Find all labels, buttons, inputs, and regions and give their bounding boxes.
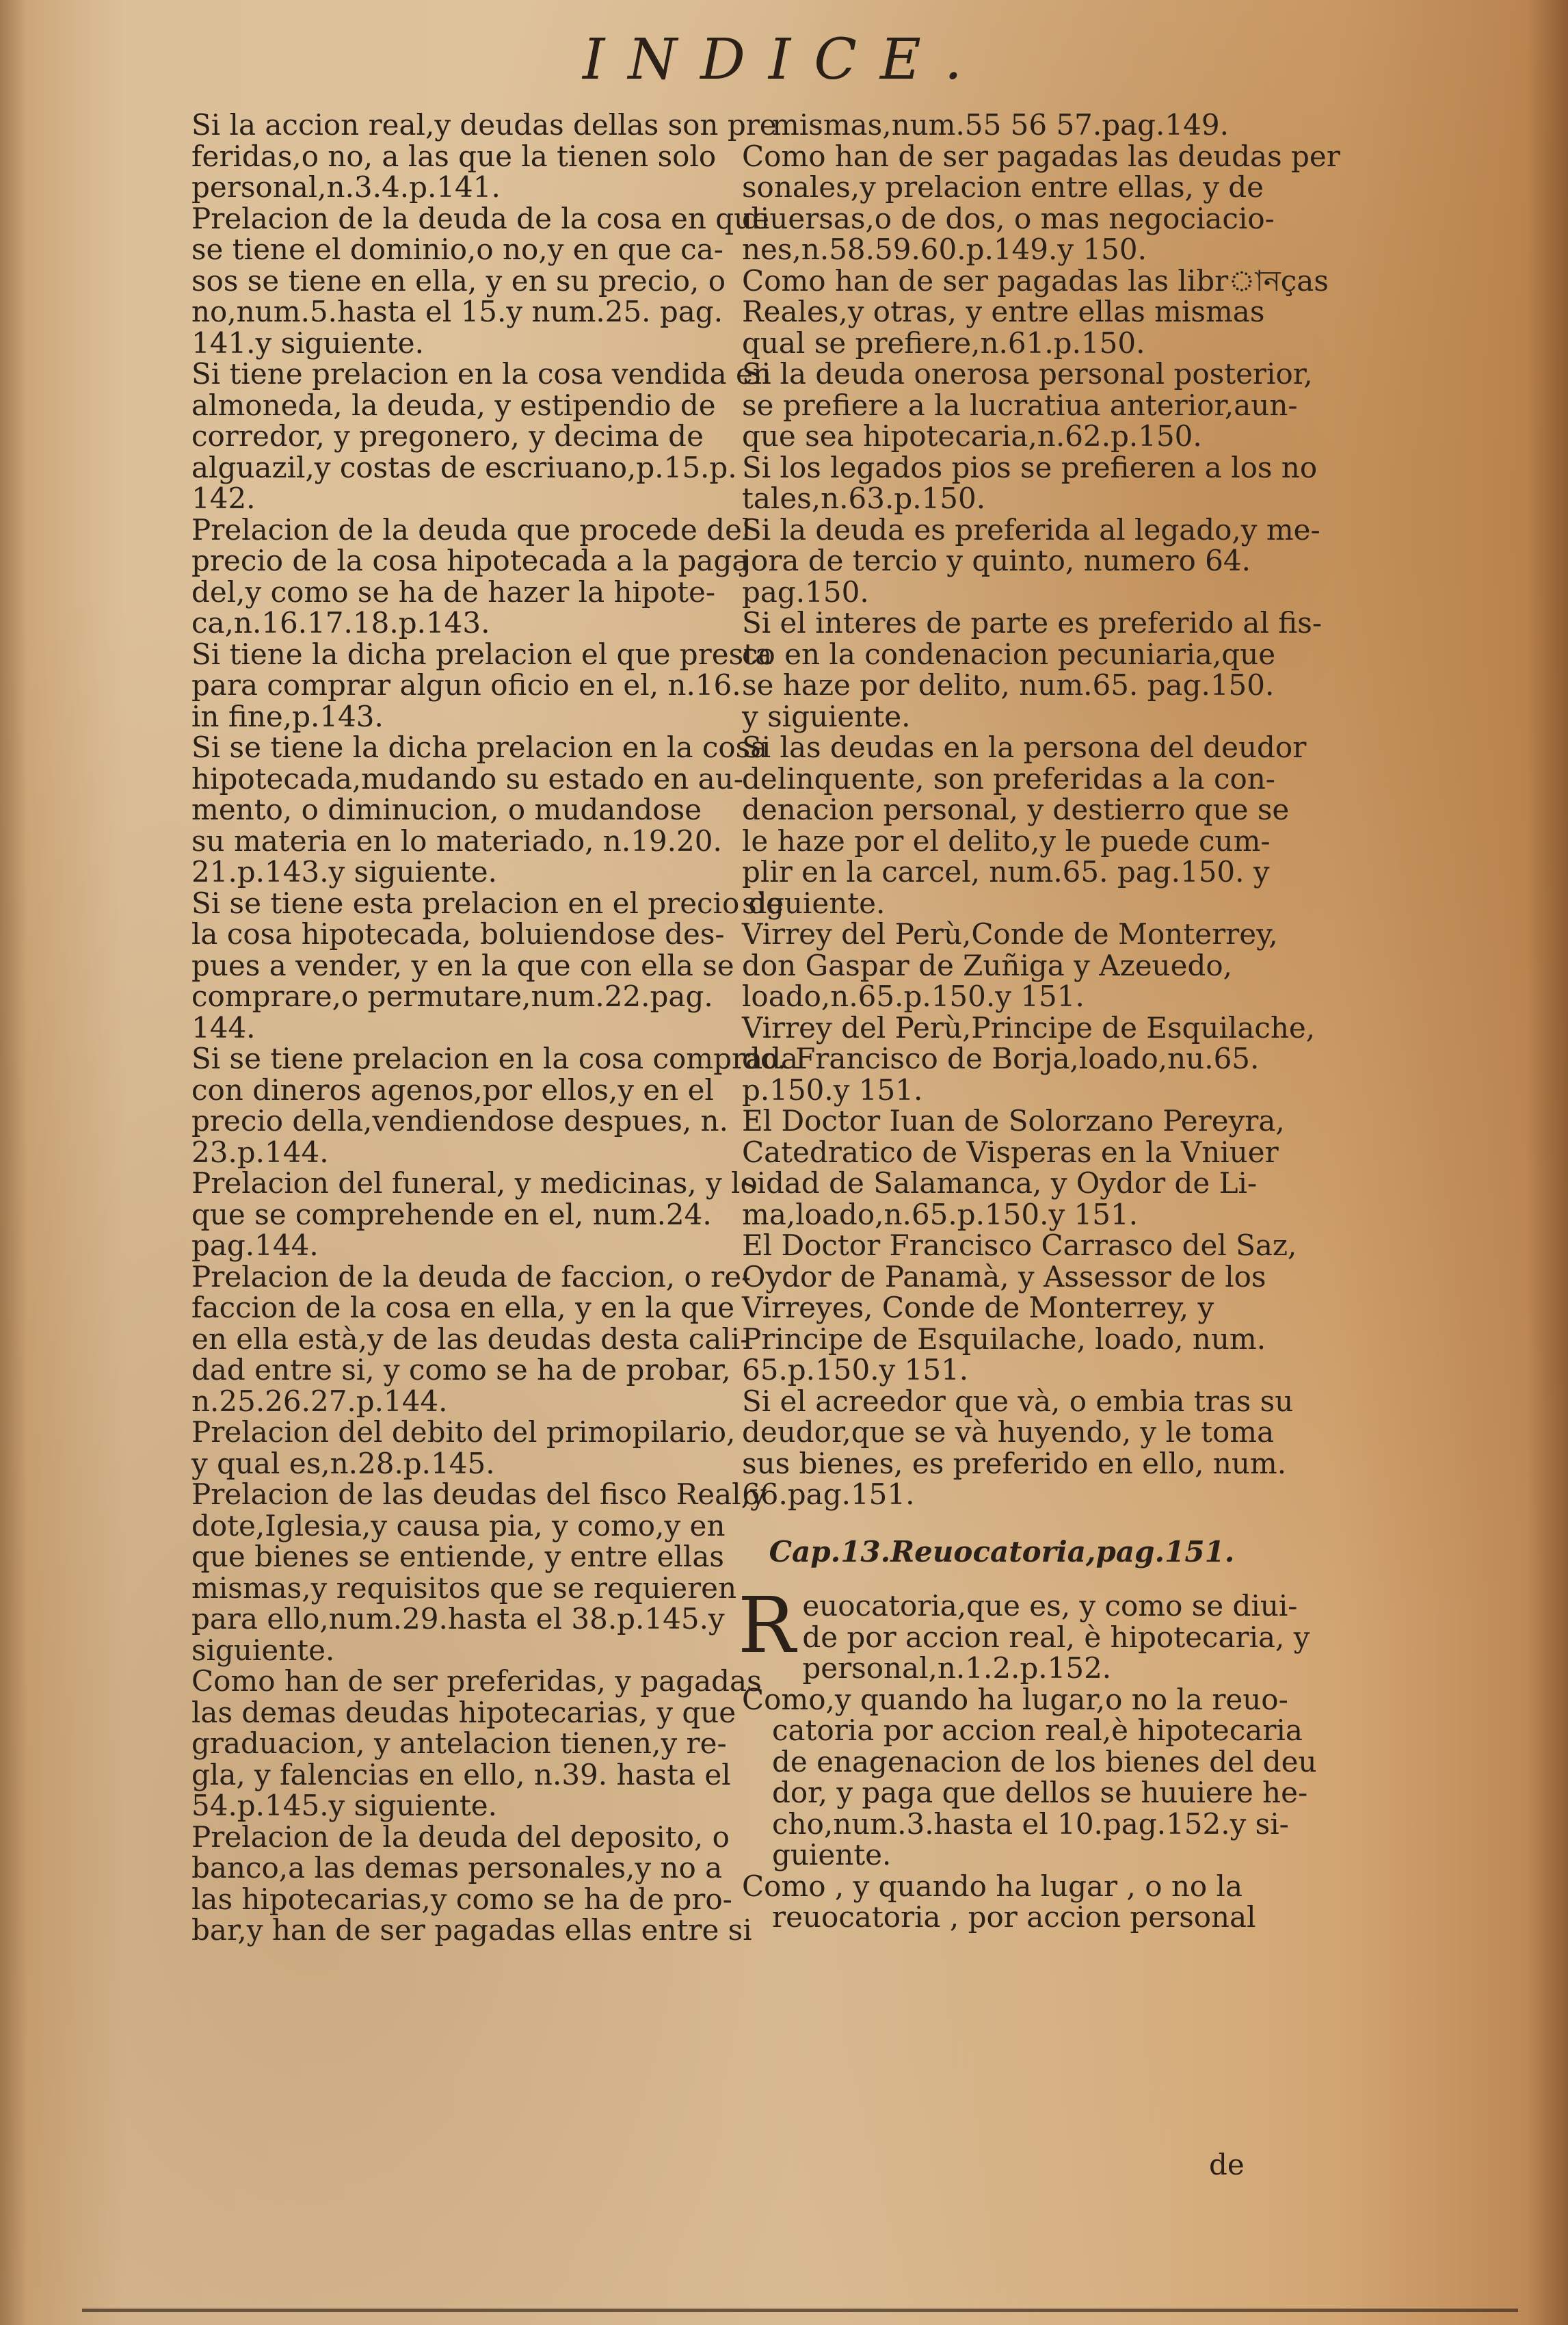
index-entry-line: Como han de ser preferidas, y pagadas	[191, 1664, 762, 1698]
index-entry	[742, 357, 1313, 453]
index-entry	[742, 1384, 1294, 1511]
index-entry-line: de enagenacion de los bienes del deu	[772, 1744, 1317, 1778]
index-entry-line: personal,n.3.4.p.141.	[191, 170, 501, 204]
index-entry	[742, 1229, 1297, 1387]
index-entry-line: Si las deudas en la persona del deudor	[742, 731, 1307, 764]
index-entry-line: Catedratico de Visperas en la Vniuer	[742, 1135, 1279, 1169]
index-entry-line: del,y como se ha de hazer la hipote-	[191, 575, 716, 609]
index-entry-line: Si se tiene la dicha prelacion en la cosa	[191, 731, 768, 764]
index-entry	[191, 201, 770, 360]
index-entry-line: personal,n.1.2.p.152.	[802, 1651, 1112, 1685]
page-gutter-shadow	[0, 0, 27, 2325]
index-entry-line: su materia en lo materiado, n.19.20.	[191, 824, 722, 858]
index-entry-line: jora de tercio y quinto, numero 64.	[742, 544, 1251, 577]
index-entry	[191, 512, 752, 640]
index-entry-line: almoneda, la deuda, y estipendio de	[191, 388, 716, 422]
index-entry-line: 21.p.143.y siguiente.	[191, 855, 497, 889]
index-entry-line: Prelacion del funeral, y medicinas, y lo	[191, 1166, 758, 1200]
index-entry	[742, 139, 1340, 266]
index-entry-line: Prelacion de la deuda que procede del	[191, 512, 752, 547]
index-entry-line: 65.p.150.y 151.	[742, 1353, 969, 1387]
index-entry-line: Si la accion real,y deudas dellas son pre	[191, 108, 777, 142]
index-entry-line: Si la deuda onerosa personal posterior,	[742, 357, 1313, 391]
index-entry-line: pag.150.	[742, 575, 869, 609]
index-entry-line: la cosa hipotecada, boluiendose des-	[191, 917, 725, 951]
index-entry-line: 142.	[191, 482, 256, 515]
index-entry-line: bar,y han de ser pagadas ellas entre si	[191, 1913, 752, 1947]
index-entry	[742, 512, 1320, 609]
index-entry-line: Si el interes de parte es preferido al fis-	[742, 606, 1323, 640]
index-entry-line: las demas deudas hipotecarias, y que	[191, 1695, 736, 1729]
index-entry-line: don Gaspar de Zuñiga y Azeuedo,	[742, 948, 1232, 982]
index-entry-line: Como,y quando ha lugar,o no la reuo-	[742, 1682, 1288, 1716]
index-entry-line: no,num.5.hasta el 15.y num.25. pag.	[191, 295, 723, 328]
index-entry-line: in fine,p.143.	[191, 699, 384, 733]
index-entry-line: Si los legados pios se prefieren a los no	[742, 450, 1318, 484]
drop-cap: R	[738, 1581, 796, 1670]
index-entry-line: que sea hipotecaria,n.62.p.150.	[742, 419, 1202, 453]
index-entry-line: Si el acreedor que và, o embia tras su	[742, 1384, 1294, 1418]
index-entry-line: en ella està,y de las deudas desta cali-	[191, 1322, 750, 1356]
index-entry	[191, 1477, 767, 1667]
index-entry-line: denacion personal, y destierro que se	[742, 793, 1290, 826]
index-entry-line: corredor, y pregonero, y decima de	[191, 419, 704, 453]
index-entry-line: deudor,que se và huyendo, y le toma	[742, 1415, 1275, 1449]
index-entry-line: El Doctor Francisco Carrasco del Saz,	[742, 1229, 1297, 1262]
index-entry-line: se tiene el dominio,o no,y en que ca-	[191, 233, 723, 266]
index-entry-line: mismas,y requisitos que se requieren	[191, 1571, 737, 1605]
index-entry-line: delinquente, son preferidas a la con-	[742, 761, 1275, 796]
index-entry-line: siguiente.	[191, 1633, 335, 1667]
index-entry-line: ca,n.16.17.18.p.143.	[191, 606, 490, 640]
index-entry-line: se haze por delito, num.65. pag.150.	[742, 668, 1275, 702]
index-entry-line: pag.144.	[191, 1229, 319, 1262]
index-entry	[191, 637, 773, 733]
index-entry-line: Como han de ser pagadas las deudas per	[742, 139, 1340, 173]
index-entry-line: 144.	[191, 1010, 256, 1045]
index-entry	[191, 1664, 762, 1822]
index-entry	[742, 1871, 1262, 1933]
index-entry-line: 141.y siguiente.	[191, 326, 424, 360]
index-entry	[191, 1820, 752, 1947]
index-entry-line: reuocatoria , por accion personal	[772, 1900, 1256, 1934]
index-entry-line: feridas,o no, a las que la tienen solo	[191, 139, 717, 173]
index-entry-line: p.150.y 151.	[742, 1073, 923, 1107]
index-entry-line: y siguiente.	[742, 699, 911, 733]
index-entry	[738, 1581, 1310, 1685]
index-entry-line: mento, o diminucion, o mudandose	[191, 793, 702, 826]
index-entry-line: n.25.26.27.p.144.	[191, 1384, 448, 1418]
index-entry	[742, 1104, 1285, 1231]
index-entry-line: 23.p.144.	[191, 1135, 329, 1169]
index-entry-line: comprare,o permutare,num.22.pag.	[191, 980, 713, 1013]
index-entry-line: graduacion, y antelacion tienen,y re-	[191, 1726, 727, 1760]
index-entry-line: Si se tiene esta prelacion en el precio de	[191, 886, 784, 920]
page-edge-shadow	[1527, 0, 1568, 2325]
index-entry-line: que bienes se entiende, y entre ellas	[191, 1540, 724, 1573]
index-entry-line: de por accion real, è hipotecaria, y	[802, 1620, 1310, 1654]
index-entry-line: loado,n.65.p.150.y 151.	[742, 980, 1085, 1013]
left-column	[191, 108, 799, 1947]
index-entry-line: diuersas,o de dos, o mas negociacio-	[742, 201, 1275, 235]
index-entry-line: dote,Iglesia,y causa pia, y como,y en	[191, 1508, 726, 1542]
index-entry	[742, 606, 1323, 733]
index-entry-line: 66.pag.151.	[742, 1477, 915, 1511]
index-entry	[191, 357, 771, 515]
index-entry-line: Si la deuda es preferida al legado,y me-	[742, 512, 1320, 547]
index-entry	[191, 1259, 752, 1418]
index-entry-line: para ello,num.29.hasta el 38.p.145.y	[191, 1602, 725, 1636]
index-entry-line: Como han de ser pagadas las librানças	[742, 263, 1329, 298]
index-entry	[191, 1166, 758, 1262]
index-entry-line: precio de la cosa hipotecada a la paga	[191, 544, 749, 577]
index-entry-line: Si tiene prelacion en la cosa vendida en	[191, 357, 771, 391]
index-entry-line: qual se prefiere,n.61.p.150.	[742, 326, 1145, 360]
index-entry-line: Virrey del Perù,Principe de Esquilache,	[742, 1010, 1316, 1045]
index-entry-line: Prelacion de la deuda del deposito, o	[191, 1820, 730, 1854]
index-entry-line: faccion de la cosa en ella, y en la que	[191, 1291, 735, 1324]
index-entry-line: El Doctor Iuan de Solorzano Pereyra,	[742, 1104, 1285, 1138]
index-entry-line: nes,n.58.59.60.p.149.y 150.	[742, 233, 1147, 266]
index-entry	[191, 1415, 736, 1480]
index-entry-line: se prefiere a la lucratiua anterior,aun-	[742, 388, 1298, 422]
index-entry-line: 54.p.145.y siguiente.	[191, 1789, 497, 1822]
index-entry-line: Prelacion del debito del primopilario,	[191, 1415, 736, 1449]
index-entry-line: Principe de Esquilache, loado, num.	[742, 1322, 1266, 1356]
index-entry-line: precio della,vendiendose despues, n.	[191, 1104, 728, 1138]
index-entry-line: sus bienes, es preferido en ello, num.	[742, 1446, 1287, 1480]
index-entry-line: cho,num.3.hasta el 10.pag.152.y si-	[772, 1807, 1289, 1841]
index-entry-line: guiente.	[772, 1838, 892, 1871]
index-entry	[191, 731, 768, 889]
index-entry-line: co en la condenacion pecuniaria,que	[742, 637, 1276, 671]
index-entry-line: sonales,y prelacion entre ellas, y de	[742, 170, 1264, 204]
page-header: INDICE.	[583, 27, 985, 92]
index-entry	[742, 917, 1278, 1013]
index-entry-line: hipotecada,mudando su estado en au-	[191, 761, 743, 796]
index-entry	[742, 450, 1318, 515]
index-entry-line: pues a vender, y en la que con ella se	[191, 948, 734, 982]
index-entry-line: Virrey del Perù,Conde de Monterrey,	[742, 917, 1278, 951]
index-entry-line: que se comprehende en el, num.24.	[191, 1197, 712, 1231]
index-entry-line: Prelacion de la deuda de faccion, o re-	[191, 1259, 752, 1293]
index-entry-line: con dineros agenos,por ellos,y en el	[191, 1073, 714, 1107]
index-entry-line: y qual es,n.28.p.145.	[191, 1446, 495, 1480]
index-entry	[742, 109, 1262, 141]
index-entry-line: las hipotecarias,y como se ha de pro-	[191, 1882, 732, 1916]
index-entry-line: Si se tiene prelacion en la cosa comprada	[191, 1042, 799, 1075]
index-entry-line: siguiente.	[742, 886, 886, 920]
index-entry	[742, 731, 1307, 920]
index-entry-line: dad entre si, y como se ha de probar,	[191, 1353, 731, 1387]
index-entry-line: euocatoria,que es, y como se diui-	[802, 1589, 1298, 1623]
index-entry-line: Prelacion de la deuda de la cosa en que	[191, 201, 770, 235]
index-entry-line: do. Francisco de Borja,loado,nu.65.	[742, 1042, 1260, 1075]
index-entry-line: dor, y paga que dellos se huuiere he-	[772, 1776, 1308, 1809]
index-entry-line: plir en la carcel, num.65. pag.150. y	[742, 855, 1270, 889]
index-entry-line: Virreyes, Conde de Monterrey, y	[742, 1291, 1214, 1324]
index-entry-line: Como , y quando ha lugar , o no la	[742, 1869, 1243, 1903]
index-entry	[191, 1042, 799, 1169]
index-entry-line: sidad de Salamanca, y Oydor de Li-	[742, 1166, 1258, 1200]
index-entry-line: mismas,num.55 56 57.pag.149.	[772, 108, 1229, 142]
page-bottom-rule	[82, 2309, 1518, 2312]
right-column-entries	[742, 108, 1340, 1511]
index-entry-line: Prelacion de las deudas del fisco Real,y	[191, 1477, 767, 1511]
revocatoria-entries	[738, 1581, 1317, 1934]
index-entry-line: alguazil,y costas de escriuano,p.15.p.	[191, 450, 737, 484]
index-entry-line: ma,loado,n.65.p.150.y 151.	[742, 1197, 1139, 1231]
index-entry-line: catoria por accion real,è hipotecaria	[772, 1713, 1303, 1747]
index-entry-line: banco,a las demas personales,y no a	[191, 1851, 723, 1884]
index-entry-line: sos se tiene en ella, y en su precio, o	[191, 263, 726, 298]
index-entry-line: gla, y falencias en ello, n.39. hasta el	[191, 1757, 731, 1791]
index-entry	[742, 1010, 1316, 1107]
index-entry-line: Reales,y otras, y entre ellas mismas	[742, 295, 1265, 328]
right-column	[738, 108, 1340, 1934]
index-entry	[191, 108, 777, 204]
index-entry-line: Si tiene la dicha prelacion el que presta	[191, 637, 773, 671]
index-entry	[742, 263, 1329, 360]
index-entry-line: para comprar algun oficio en el, n.16.	[191, 668, 741, 702]
chapter-heading: Cap.13.Reuocatoria,pag.151.	[769, 1534, 1235, 1568]
index-entry	[742, 1682, 1317, 1871]
index-entry-line: Oydor de Panamà, y Assessor de los	[742, 1259, 1266, 1293]
index-entry-line: tales,n.63.p.150.	[742, 482, 986, 515]
index-entry-line: le haze por el delito,y le puede cum-	[742, 824, 1271, 858]
catchword: de	[1209, 2148, 1245, 2181]
index-entry	[191, 886, 784, 1045]
